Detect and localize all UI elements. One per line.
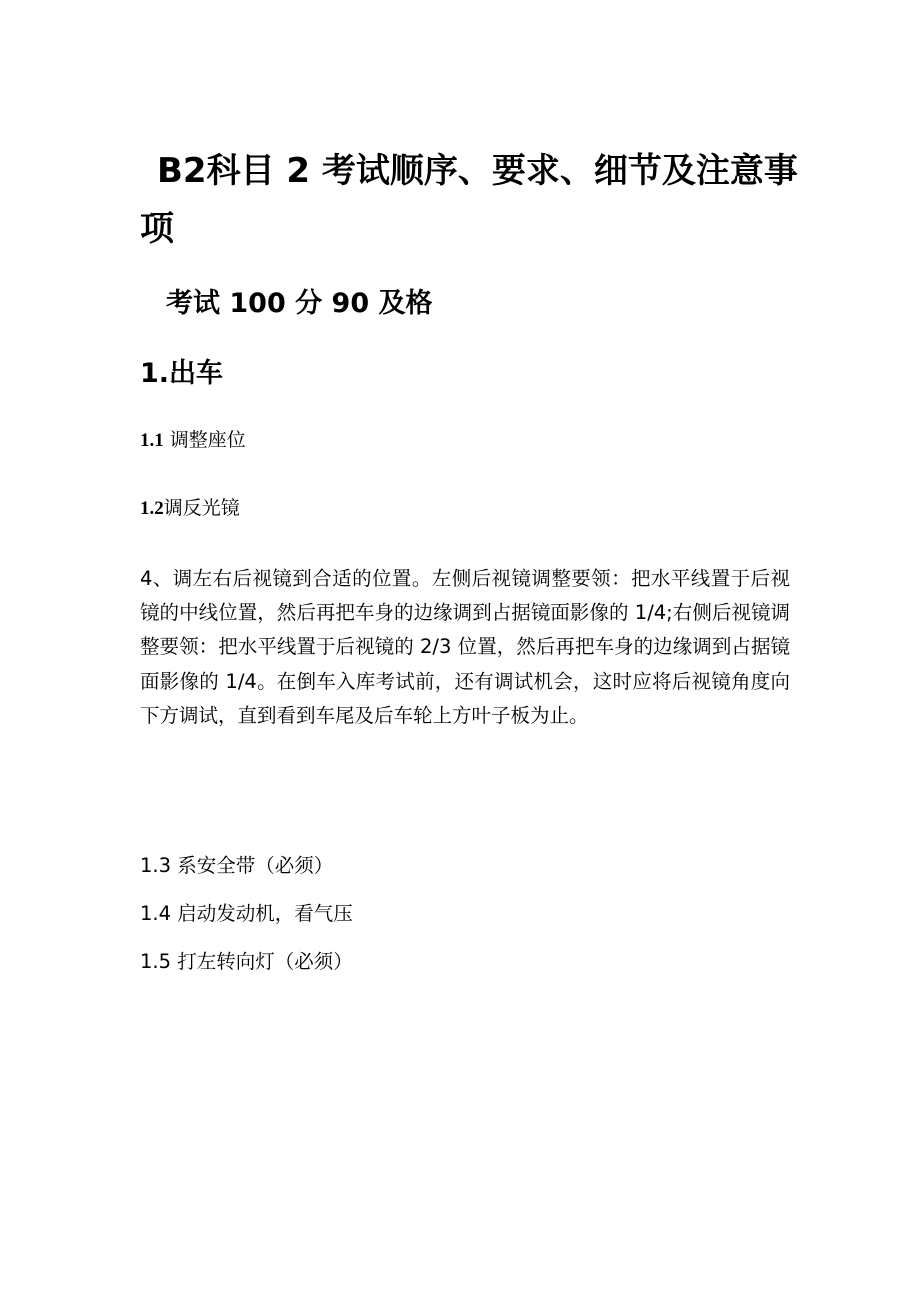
mirror-adjustment-paragraph: 4、调左右后视镜到合适的位置。左侧后视镜调整要领：把水平线置于后视镜的中线位置，然后再把车身的边缘调到占据镜面影像的 1/4;右侧后视镜调整要领：把水平线置于后视镜的 2/3 位置，然后再把车身的边缘调到占据镜面影像的 1/4。在倒车入库考试前，还有调试机会，这时应将后视镜角度向下方调试，直到看到车尾及后车轮上方叶子板为止。 (140, 567, 790, 727)
subsection-label: 调反光镜 (163, 497, 240, 519)
subsection-number: 1.1 (140, 430, 164, 451)
subsection-label: 调整座位 (169, 429, 246, 451)
subsection-number: 1.2 (140, 498, 164, 519)
list-item-start-engine: 1.4 启动发动机，看气压 (140, 902, 353, 925)
subsection-heading-1-1 (140, 426, 246, 455)
section-heading-1: 1.出车 (140, 358, 224, 389)
document-subtitle: 考试 100 分 90 及格 (166, 288, 433, 319)
subsection-heading-1-2 (140, 494, 240, 523)
list-item-left-signal: 1.5 打左转向灯（必须） (140, 950, 353, 973)
list-item-seatbelt: 1.3 系安全带（必须） (140, 854, 334, 877)
document-title: B2科目 2 考试顺序、要求、细节及注意事项 (140, 151, 798, 249)
